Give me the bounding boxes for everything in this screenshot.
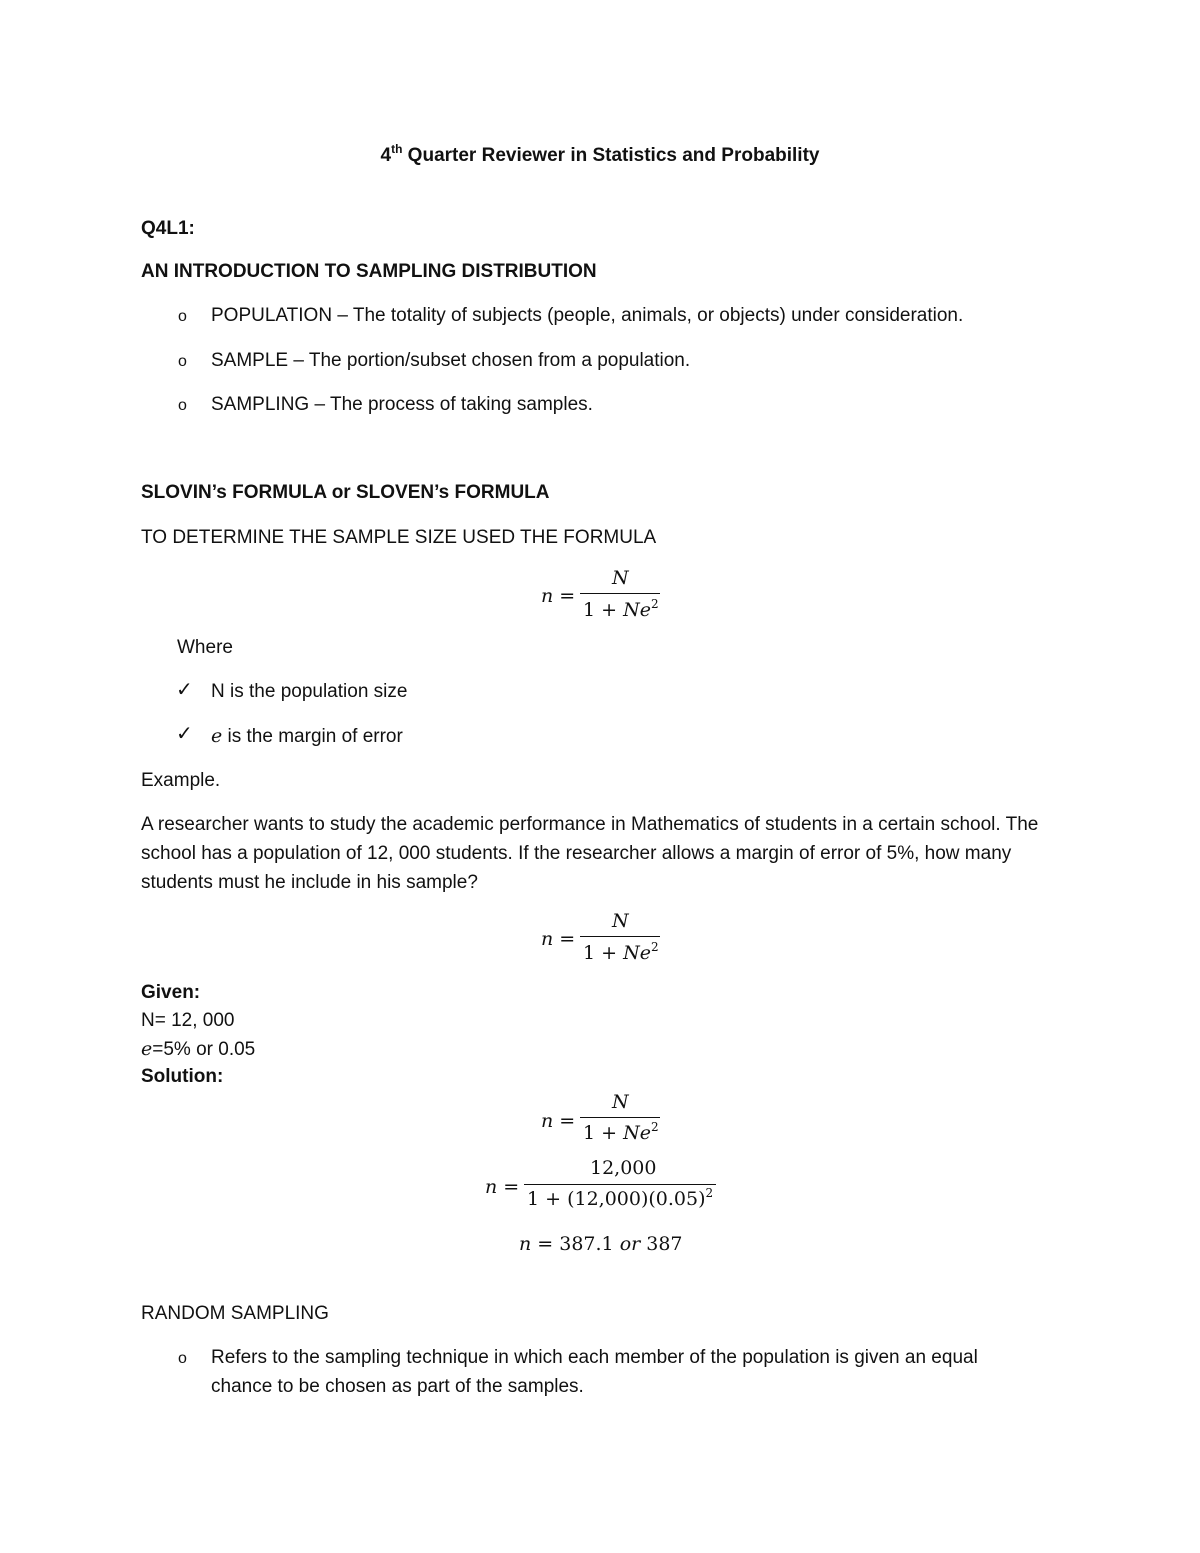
- formula-denominator: $1 + Ne^2$: [583, 1120, 659, 1144]
- where-item-population-size: N is the population size: [211, 681, 408, 702]
- title-number: 4: [380, 145, 392, 166]
- formula-lhs: n =: [541, 1110, 576, 1132]
- section-heading-sampling-distribution: AN INTRODUCTION TO SAMPLING DISTRIBUTION: [141, 261, 597, 282]
- formula-numerator: N: [612, 910, 629, 932]
- definition-sample: SAMPLE – The portion/subset chosen from a population.: [211, 350, 691, 371]
- substitution-lhs: n =: [485, 1176, 520, 1198]
- given-label: Given:: [141, 982, 201, 1003]
- formula-lhs: n =: [541, 928, 576, 950]
- solution-label: Solution:: [141, 1066, 224, 1087]
- where-item-margin-of-error: e is the margin of error: [211, 725, 403, 747]
- formula-numerator: N: [612, 567, 629, 589]
- definition-population: POPULATION – The totality of subjects (people, animals, or objects) under consideration.: [211, 305, 964, 326]
- section-heading-slovin-formula: SLOVIN’s FORMULA or SLOVEN’s FORMULA: [141, 482, 550, 503]
- document-title: [0, 141, 1200, 168]
- fraction-bar: [580, 1117, 660, 1118]
- check-icon: ✓: [176, 679, 193, 701]
- bullet-icon: o: [178, 397, 187, 414]
- check-icon: ✓: [176, 723, 193, 745]
- title-text: Quarter Reviewer in Statistics and Probability: [402, 145, 820, 166]
- example-label: Example.: [141, 770, 221, 791]
- given-margin-of-error: e=5% or 0.05: [141, 1038, 256, 1060]
- formula-denominator: $1 + Ne^2$: [583, 940, 659, 964]
- bullet-icon: o: [178, 1350, 187, 1367]
- substitution-denominator: $1 + (12,000)(0.05)^2$: [527, 1186, 714, 1210]
- title-superscript: th: [391, 141, 403, 156]
- solution-result: n = 387.1 or 387: [519, 1233, 683, 1255]
- fraction-bar: [524, 1184, 716, 1185]
- bullet-icon: o: [178, 353, 187, 370]
- section-heading-random-sampling: RANDOM SAMPLING: [141, 1303, 329, 1324]
- formula-numerator: N: [612, 1091, 629, 1113]
- formula-intro: TO DETERMINE THE SAMPLE SIZE USED THE FORMULA: [141, 527, 657, 548]
- random-sampling-definition: Refers to the sampling technique in which each member of the population is given an equal chance to be chosen as part of the samples.: [211, 1347, 978, 1397]
- definition-sampling: SAMPLING – The process of taking samples.: [211, 394, 593, 415]
- substitution-numerator: 12,000: [590, 1157, 657, 1179]
- formula-denominator: $1 + Ne^2$: [583, 597, 659, 621]
- bullet-icon: o: [178, 308, 187, 325]
- example-problem: A researcher wants to study the academic performance in Mathematics of students in a certain school. The school has a population of 12, 000 students. If the researcher allows a margin of error of 5%, how many students must he include in his sample?: [141, 814, 1039, 893]
- formula-lhs: n =: [541, 585, 576, 607]
- fraction-bar: [580, 936, 660, 937]
- lesson-code: Q4L1:: [141, 218, 195, 239]
- where-label: Where: [177, 637, 233, 658]
- fraction-bar: [580, 593, 660, 594]
- given-population: N= 12, 000: [141, 1010, 235, 1031]
